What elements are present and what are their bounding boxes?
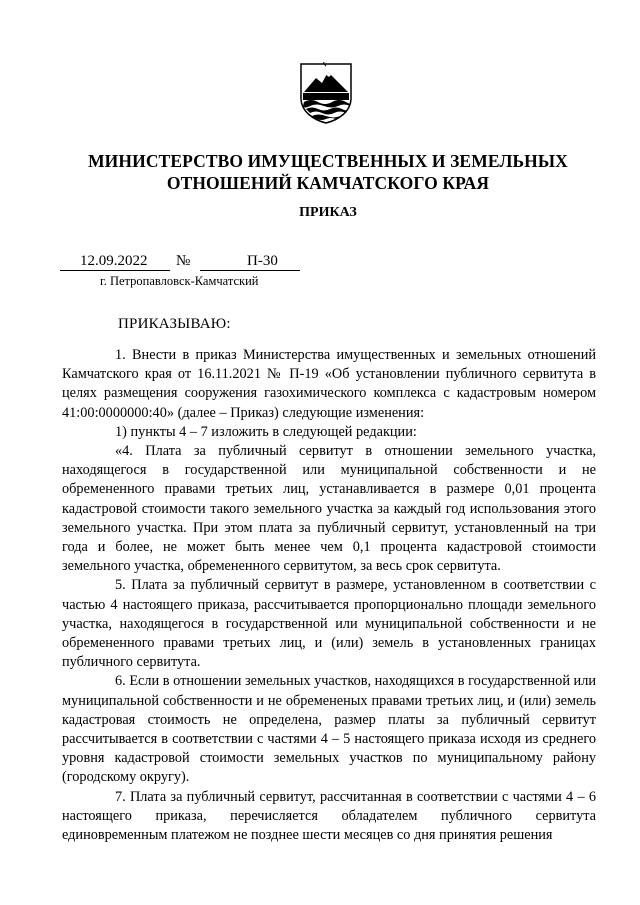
paragraph-1: 1. Внести в приказ Министерства имущественных и земельных отношений Камчатского края от 16.11.2021 № П-19 «Об установлении публичного сервитута в целях размещения сооружения газохимического комплекса с кадастровым номером 41:00:0000000:40» (далее – Приказ) следующие изменения: — [62, 347, 596, 421]
order-date: 12.09.2022 — [80, 253, 148, 269]
ministry-line-1: МИНИСТЕРСТВО ИМУЩЕСТВЕННЫХ И ЗЕМЕЛЬНЫХ — [88, 151, 568, 171]
order-word: ПРИКАЗЫВАЮ: — [118, 316, 231, 332]
document-body — [62, 346, 596, 845]
city: г. Петропавловск-Камчатский — [100, 274, 259, 288]
paragraph-sub-1: 1) пункты 4 – 7 изложить в следующей редакции: — [115, 423, 417, 440]
order-date-number-line — [60, 253, 310, 273]
date-underline — [60, 270, 170, 271]
number-underline — [200, 270, 300, 271]
paragraph-point-6: 6. Если в отношении земельных участков, находящихся в государственной или муниципальной собственности и не обремененых правами третьих лиц, и (или) земель кадастровая стоимость не определена, размер платы за публичный сервитут рассчитывается в соответствии с частями 4 – 5 настоящего приказа исходя из среднего уровня кадастровой стоимости земельных участков по муниципальному району (городскому округу). — [62, 673, 596, 786]
paragraph-point-4: «4. Плата за публичный сервитут в отношении земельного участка, находящегося в государственной или муниципальной собственности и не обремененного правами третьих лиц, устанавливается в размере 0,01 процента кадастровой стоимости такого земельного участка за каждый год использования этого земельного участка. При этом плата за публичный сервитут, установленный на три года и более, не может быть менее чем 0,1 процента кадастровой стоимости земельного участка, обремененного сервитутом, за весь срок сервитута. — [62, 443, 596, 575]
number-sign: № — [176, 253, 191, 269]
order-number: П-30 — [247, 253, 278, 269]
paragraph-point-7: 7. Плата за публичный сервитут, рассчитанная в соответствии с частями 4 – 6 настоящего приказа, перечисляется обладателем публичного сервитута единовременным платежом не позднее шести месяцев со дня принятия решения — [62, 788, 596, 844]
kamchatka-coat-of-arms-icon — [298, 62, 354, 124]
ministry-line-2: ОТНОШЕНИЙ КАМЧАТСКОГО КРАЯ — [166, 173, 490, 193]
ministry-name — [60, 150, 596, 194]
paragraph-point-5: 5. Плата за публичный сервитут в размере, установленном в соответствии с частью 4 настоящего приказа, рассчитывается пропорционально площади земельного участка, находящегося в государственной или муниципальной собственности и не обремененного правами третьих лиц, и (или) земель в установленных границах публичного сервитута. — [62, 577, 596, 671]
document-type: ПРИКАЗ — [299, 205, 357, 220]
